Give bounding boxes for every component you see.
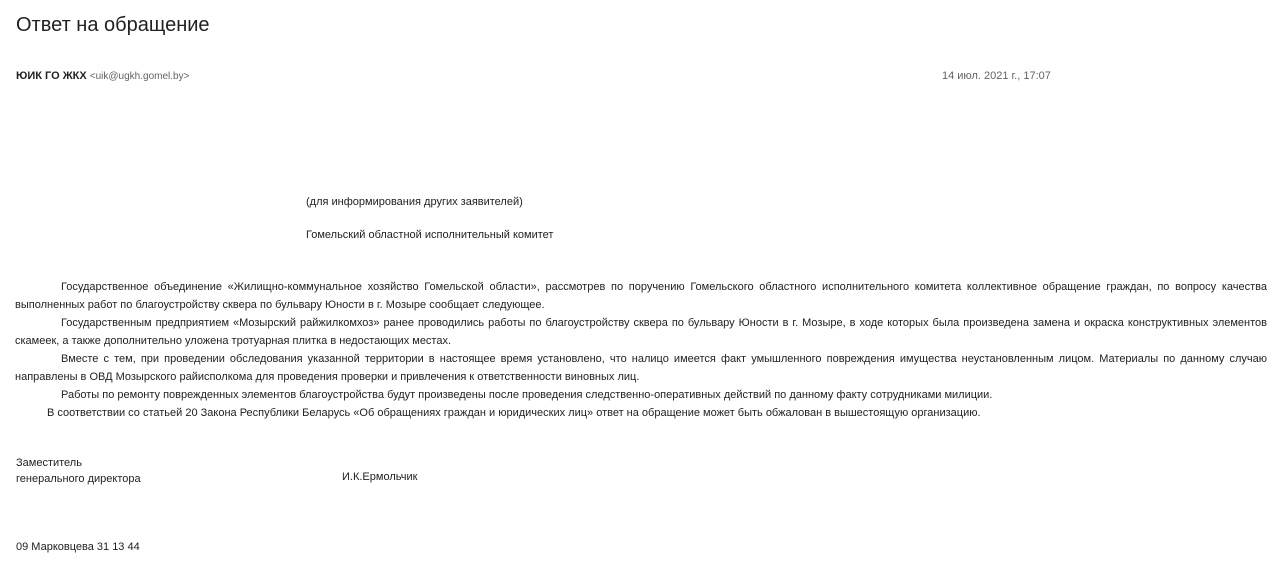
email-subject: Ответ на обращение: [16, 14, 210, 36]
letter-paragraph: В соответствии со статьей 20 Закона Республики Беларусь «Об обращениях граждан и юридических лиц» ответ на обращение может быть обжалован в вышестоящую организацию.: [47, 407, 981, 419]
addressee-org: Гомельский областной исполнительный комитет: [306, 229, 554, 241]
letter-paragraph: Вместе с тем, при проведении обследования указанной территории в настоящее время установлено, что налицо имеется факт умышленного повреждения имущества неустановленным лицом. Материалы по данному случаю направлены в ОВД Мозырского райисполкома для проведения проверки и привлечения к ответственности виновных лиц.: [15, 353, 1267, 383]
signature-name: И.К.Ермольчик: [342, 471, 418, 483]
sender-name[interactable]: ЮИК ГО ЖКХ: [16, 70, 87, 82]
sender-row: [16, 70, 189, 82]
signature-title-line1: Заместитель: [16, 457, 82, 469]
letter-body: [15, 278, 1267, 422]
email-date: 14 июл. 2021 г., 17:07: [942, 70, 1051, 82]
contact-line: 09 Марковцева 31 13 44: [16, 541, 140, 553]
letter-paragraph: Работы по ремонту поврежденных элементов благоустройства будут произведены после проведения следственно-оперативных действий по данному факту сотрудниками милиции.: [61, 389, 993, 401]
letter-paragraph: Государственное объединение «Жилищно-коммунальное хозяйство Гомельской области», рассмотрев по поручению Гомельского областного исполнительного комитета коллективное обращение граждан, по вопросу качества выполненных работ по благоустройству сквера по бульвару Юности в г. Мозыре сообщает следующее.: [15, 281, 1267, 311]
signature-title: [16, 455, 141, 487]
sender-email[interactable]: <uik@ugkh.gomel.by>: [89, 71, 190, 82]
addressee-note: (для информирования других заявителей): [306, 196, 523, 208]
letter-paragraph: Государственным предприятием «Мозырский райжилкомхоз» ранее проводились работы по благоустройству сквера по бульвару Юности в г. Мозыре, в ходе которых была произведена замена и окраска конструктивных элементов скамеек, а также дополнительно уложена тротуарная плитка в недостающих местах.: [15, 317, 1267, 347]
signature-title-line2: генерального директора: [16, 473, 141, 485]
